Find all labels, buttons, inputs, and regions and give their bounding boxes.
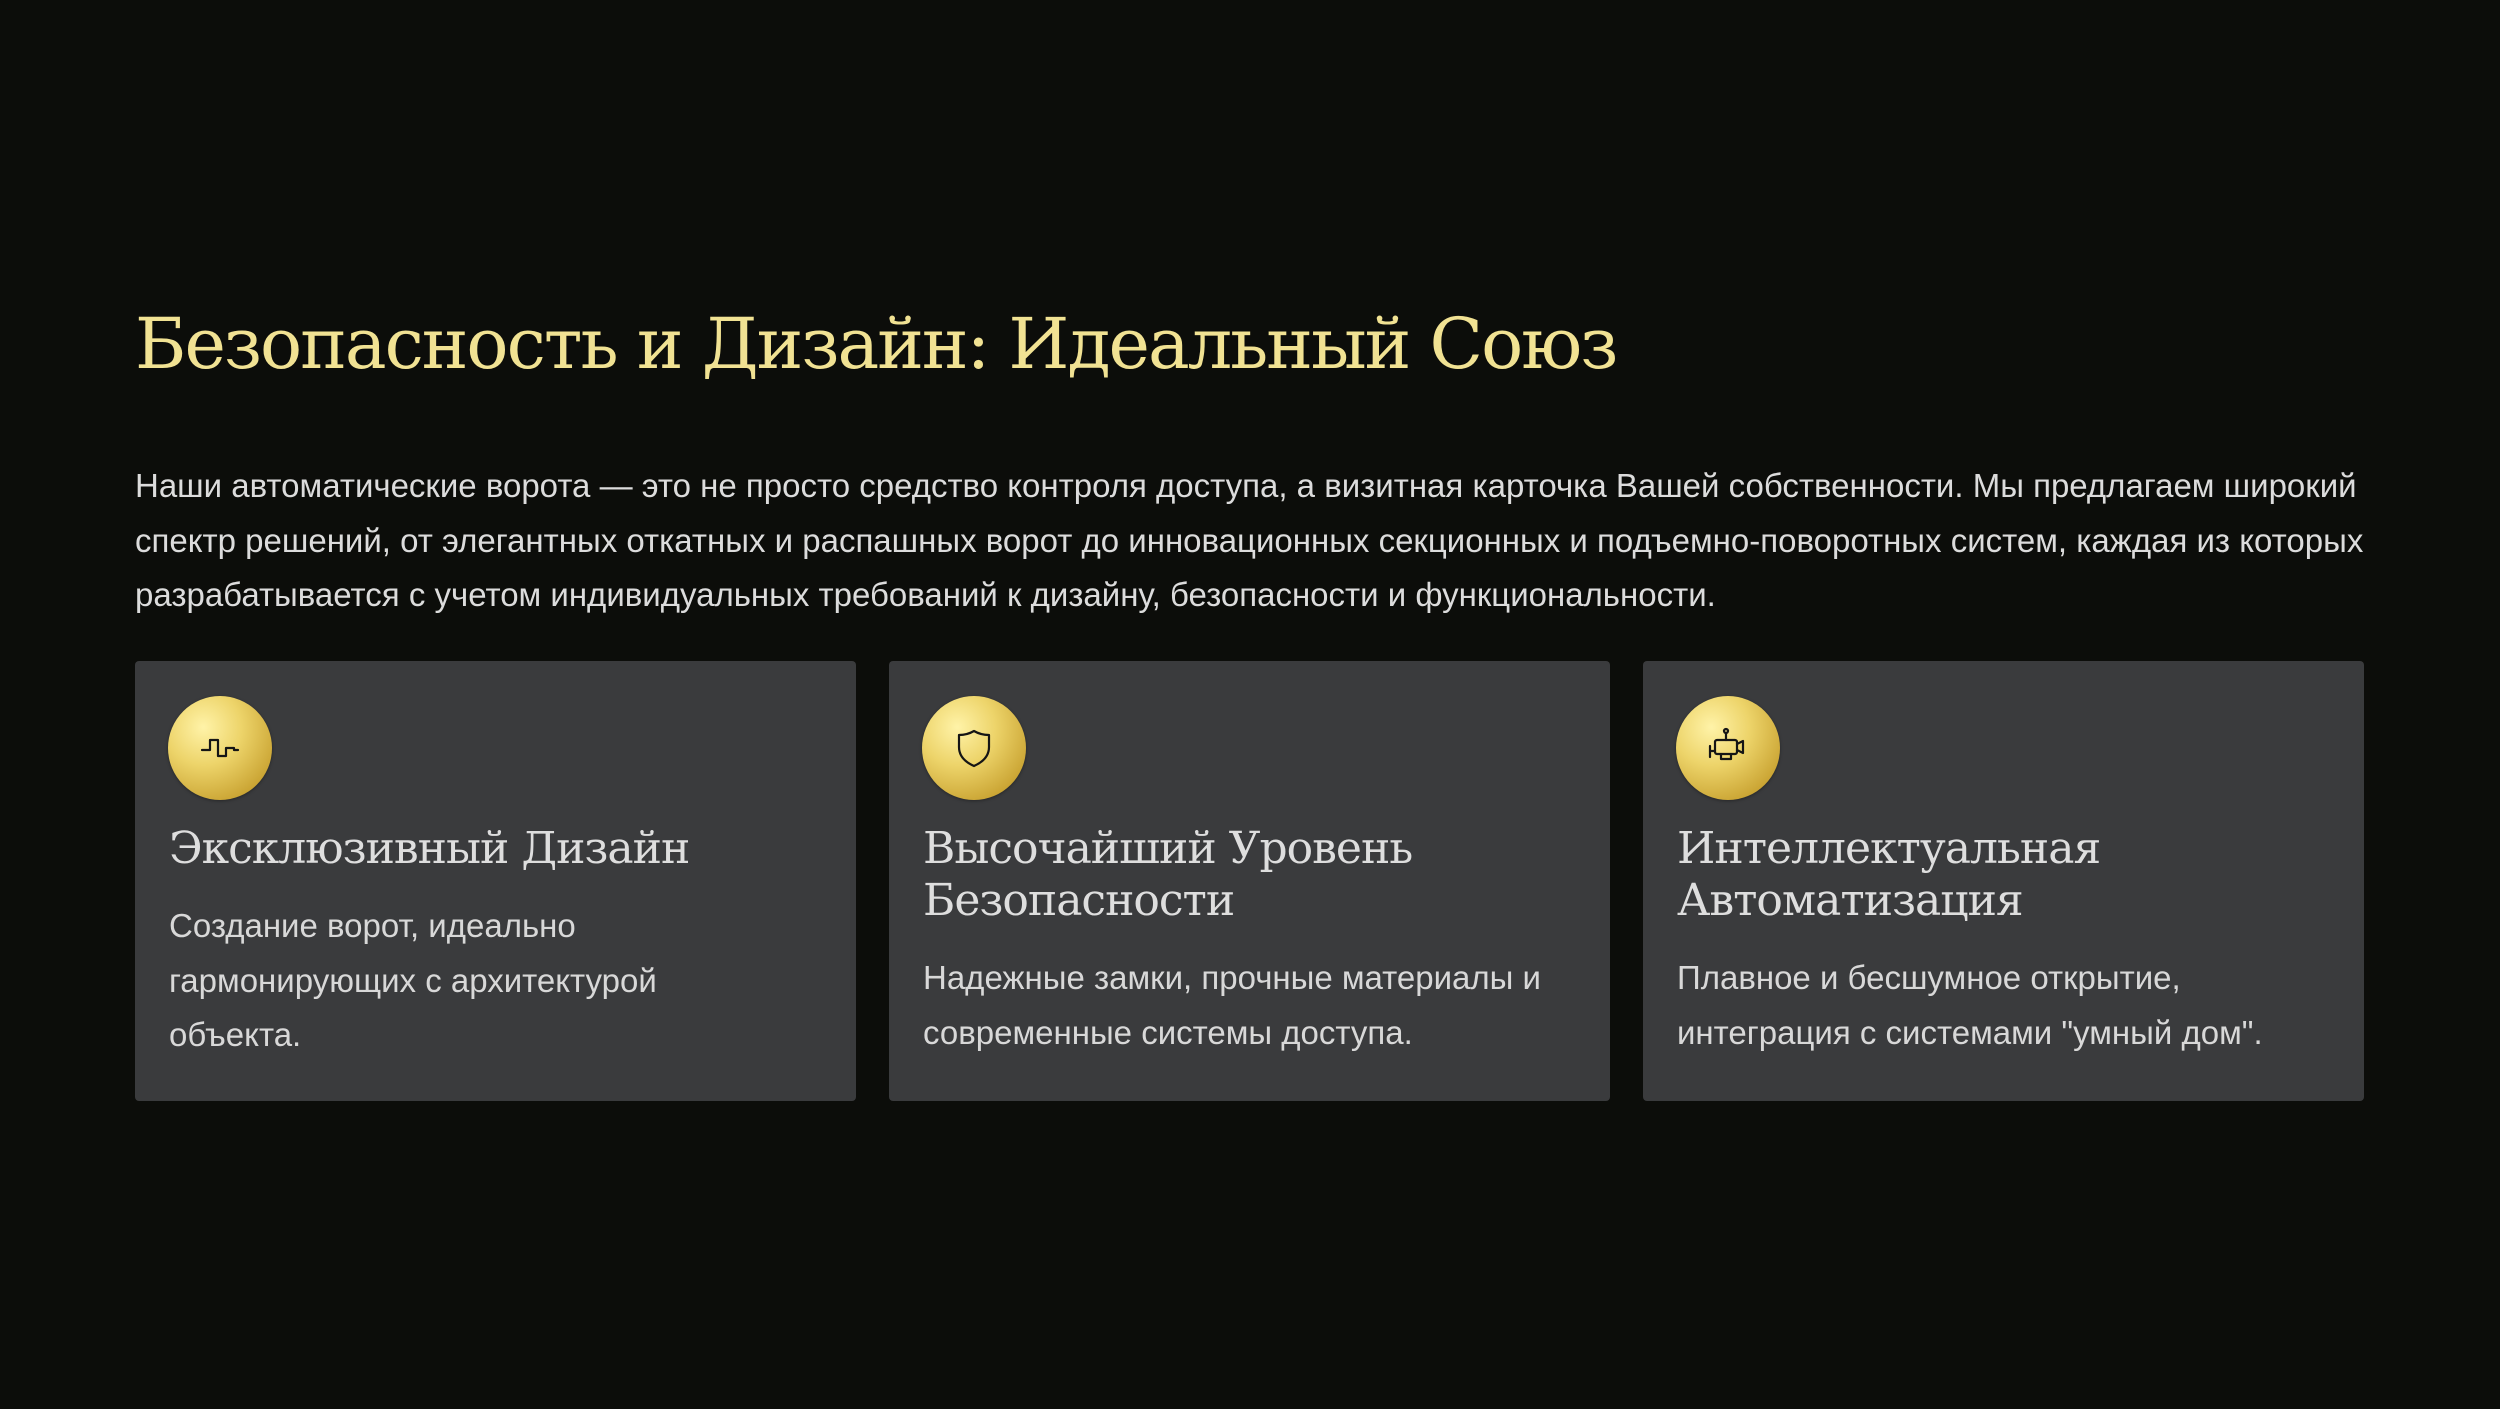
card-title: Эксклюзивный Дизайн	[169, 823, 690, 874]
intro-paragraph: Наши автоматические ворота — это не просто средство контроля доступа, а визитная карточка Вашей собственности. Мы предлагаем широкий спектр решений, от элегантных откатных и распашных ворот до инновационных секционных и подъемно-поворотных систем, каждая из которых разрабатывается с учетом индивидуальных требований к дизайну, безопасности и функциональности.	[135, 467, 2364, 613]
feature-card-design	[135, 661, 856, 1101]
card-text: Плавное и бесшумное открытие, интеграция с системами "умный дом".	[1677, 959, 2263, 1051]
icon-badge	[1676, 696, 1780, 800]
card-title: Интеллектуальная Автоматизация	[1677, 823, 2101, 926]
card-text: Надежные замки, прочные материалы и современные системы доступа.	[923, 959, 1541, 1051]
card-text: Создание ворот, идеально гармонирующих с архитектурой объекта.	[169, 907, 657, 1053]
waveform-icon	[198, 726, 242, 770]
card-title: Высочайший Уровень Безопасности	[923, 823, 1413, 926]
feature-card-security	[889, 661, 1610, 1101]
shield-icon	[952, 726, 996, 770]
icon-badge	[168, 696, 272, 800]
cctv-camera-icon	[1706, 726, 1750, 770]
feature-card-automation	[1643, 661, 2364, 1101]
page-title: Безопасность и Дизайн: Идеальный Союз	[135, 303, 1617, 385]
icon-badge	[922, 696, 1026, 800]
